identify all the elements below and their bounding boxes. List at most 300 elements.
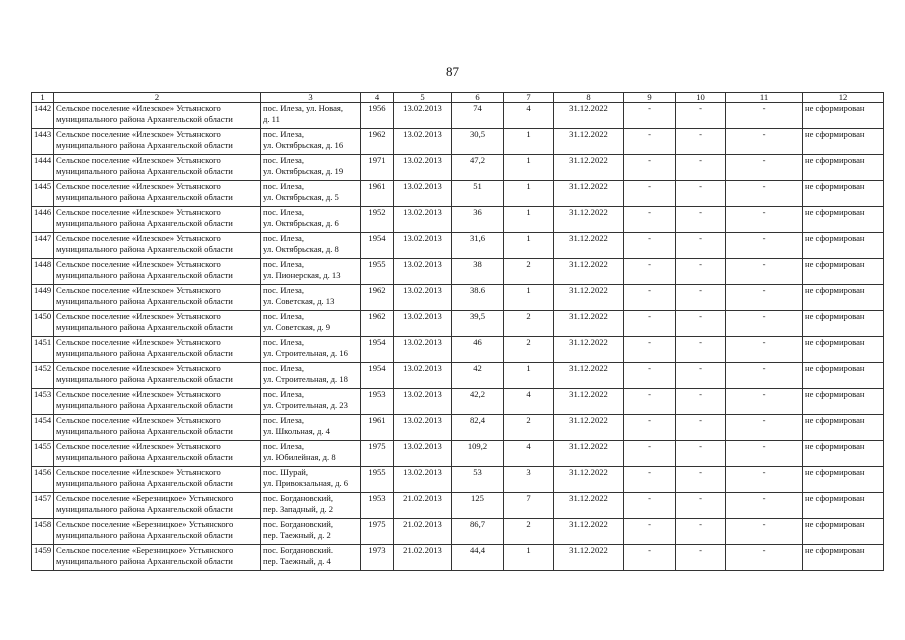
col10-cell: - [676, 181, 726, 207]
address-line: пос. Илеза, [263, 389, 304, 399]
municipality-line: муниципального района Архангельской области [56, 556, 233, 566]
status-cell: не сформирован [803, 441, 884, 467]
status-cell: не сформирован [803, 415, 884, 441]
status-cell: не сформирован [803, 285, 884, 311]
address-cell [261, 233, 361, 259]
col11-cell: - [726, 233, 803, 259]
municipality-line: муниципального района Архангельской области [56, 270, 233, 280]
deadline-cell: 31.12.2022 [554, 233, 624, 259]
column-number-row [32, 93, 884, 103]
year-cell: 1955 [361, 259, 394, 285]
table-row [32, 467, 884, 493]
date-cell: 13.02.2013 [394, 285, 452, 311]
col9-cell: - [624, 155, 676, 181]
deadline-cell: 31.12.2022 [554, 259, 624, 285]
year-cell: 1962 [361, 311, 394, 337]
area-cell: 42 [452, 363, 504, 389]
municipality-cell [54, 493, 261, 519]
municipality-cell [54, 103, 261, 129]
municipality-line: муниципального района Архангельской области [56, 218, 233, 228]
col10-cell: - [676, 103, 726, 129]
col9-cell: - [624, 519, 676, 545]
table-body [32, 103, 884, 571]
date-cell: 13.02.2013 [394, 155, 452, 181]
col11-cell: - [726, 311, 803, 337]
year-cell: 1961 [361, 181, 394, 207]
municipality-cell [54, 363, 261, 389]
address-line: ул. Юбилейная, д. 8 [263, 452, 336, 462]
municipality-line: Сельское поселение «Илезское» Устьянского [56, 389, 221, 399]
table-row [32, 285, 884, 311]
row-number-cell: 1453 [32, 389, 54, 415]
residents-cell: 4 [504, 389, 554, 415]
table-row [32, 389, 884, 415]
address-line: пос. Илеза, [263, 155, 304, 165]
year-cell: 1954 [361, 337, 394, 363]
column-header: 8 [554, 93, 624, 103]
col11-cell: - [726, 389, 803, 415]
address-cell [261, 311, 361, 337]
address-line: пос. Илеза, [263, 181, 304, 191]
residents-cell: 4 [504, 441, 554, 467]
municipality-line: муниципального района Архангельской области [56, 478, 233, 488]
municipality-cell [54, 415, 261, 441]
address-cell [261, 389, 361, 415]
residents-cell: 1 [504, 233, 554, 259]
deadline-cell: 31.12.2022 [554, 519, 624, 545]
col11-cell: - [726, 467, 803, 493]
area-cell: 109,2 [452, 441, 504, 467]
column-header: 6 [452, 93, 504, 103]
date-cell: 13.02.2013 [394, 467, 452, 493]
col11-cell: - [726, 181, 803, 207]
col9-cell: - [624, 493, 676, 519]
date-cell: 13.02.2013 [394, 129, 452, 155]
col9-cell: - [624, 389, 676, 415]
deadline-cell: 31.12.2022 [554, 493, 624, 519]
address-line: ул. Строительная, д. 23 [263, 400, 348, 410]
address-cell [261, 415, 361, 441]
area-cell: 31,6 [452, 233, 504, 259]
residents-cell: 2 [504, 415, 554, 441]
year-cell: 1955 [361, 467, 394, 493]
col11-cell: - [726, 207, 803, 233]
year-cell: 1962 [361, 129, 394, 155]
row-number-cell: 1444 [32, 155, 54, 181]
deadline-cell: 31.12.2022 [554, 155, 624, 181]
area-cell: 46 [452, 337, 504, 363]
col9-cell: - [624, 337, 676, 363]
year-cell: 1975 [361, 519, 394, 545]
col11-cell: - [726, 103, 803, 129]
year-cell: 1953 [361, 493, 394, 519]
municipality-line: муниципального района Архангельской области [56, 114, 233, 124]
table-row [32, 207, 884, 233]
row-number-cell: 1459 [32, 545, 54, 571]
municipality-cell [54, 207, 261, 233]
residents-cell: 1 [504, 129, 554, 155]
municipality-cell [54, 181, 261, 207]
address-line: ул. Строительная, д. 18 [263, 374, 348, 384]
date-cell: 13.02.2013 [394, 363, 452, 389]
date-cell: 13.02.2013 [394, 441, 452, 467]
status-cell: не сформирован [803, 233, 884, 259]
municipality-line: муниципального района Архангельской области [56, 530, 233, 540]
residents-cell: 2 [504, 259, 554, 285]
column-header: 12 [803, 93, 884, 103]
municipality-line: Сельское поселение «Илезское» Устьянского [56, 415, 221, 425]
area-cell: 53 [452, 467, 504, 493]
address-line: ул. Октябрьская, д. 8 [263, 244, 339, 254]
residents-cell: 1 [504, 181, 554, 207]
residents-cell: 2 [504, 311, 554, 337]
table-row [32, 493, 884, 519]
address-line: пос. Илеза, [263, 363, 304, 373]
address-line: пос. Богдановский, [263, 493, 333, 503]
municipality-cell [54, 233, 261, 259]
residents-cell: 1 [504, 545, 554, 571]
residents-cell: 4 [504, 103, 554, 129]
status-cell: не сформирован [803, 389, 884, 415]
address-line: пос. Илеза, [263, 259, 304, 269]
municipality-line: муниципального района Архангельской области [56, 322, 233, 332]
address-cell [261, 155, 361, 181]
row-number-cell: 1449 [32, 285, 54, 311]
date-cell: 13.02.2013 [394, 233, 452, 259]
table-row [32, 337, 884, 363]
col11-cell: - [726, 519, 803, 545]
address-line: пос. Илеза, [263, 415, 304, 425]
row-number-cell: 1455 [32, 441, 54, 467]
col10-cell: - [676, 233, 726, 259]
status-cell: не сформирован [803, 311, 884, 337]
municipality-line: Сельское поселение «Илезское» Устьянского [56, 129, 221, 139]
column-header: 1 [32, 93, 54, 103]
status-cell: не сформирован [803, 519, 884, 545]
row-number-cell: 1451 [32, 337, 54, 363]
status-cell: не сформирован [803, 129, 884, 155]
municipality-line: Сельское поселение «Илезское» Устьянского [56, 311, 221, 321]
status-cell: не сформирован [803, 337, 884, 363]
col9-cell: - [624, 207, 676, 233]
year-cell: 1953 [361, 389, 394, 415]
year-cell: 1956 [361, 103, 394, 129]
address-line: пос. Илеза, [263, 337, 304, 347]
address-line: ул. Школьная, д. 4 [263, 426, 330, 436]
date-cell: 13.02.2013 [394, 207, 452, 233]
col10-cell: - [676, 363, 726, 389]
registry-table [31, 92, 884, 571]
address-line: пос. Илеза, ул. Новая, [263, 103, 344, 113]
deadline-cell: 31.12.2022 [554, 415, 624, 441]
date-cell: 13.02.2013 [394, 389, 452, 415]
row-number-cell: 1442 [32, 103, 54, 129]
deadline-cell: 31.12.2022 [554, 181, 624, 207]
address-line: пер. Таежный, д. 2 [263, 530, 331, 540]
area-cell: 36 [452, 207, 504, 233]
deadline-cell: 31.12.2022 [554, 467, 624, 493]
table-row [32, 519, 884, 545]
col9-cell: - [624, 467, 676, 493]
deadline-cell: 31.12.2022 [554, 337, 624, 363]
col11-cell: - [726, 493, 803, 519]
col10-cell: - [676, 129, 726, 155]
municipality-cell [54, 467, 261, 493]
address-line: пос. Илеза, [263, 129, 304, 139]
row-number-cell: 1443 [32, 129, 54, 155]
col9-cell: - [624, 103, 676, 129]
col11-cell: - [726, 337, 803, 363]
date-cell: 13.02.2013 [394, 103, 452, 129]
municipality-cell [54, 545, 261, 571]
deadline-cell: 31.12.2022 [554, 207, 624, 233]
column-header: 9 [624, 93, 676, 103]
col10-cell: - [676, 415, 726, 441]
col9-cell: - [624, 545, 676, 571]
date-cell: 13.02.2013 [394, 181, 452, 207]
municipality-line: муниципального района Архангельской области [56, 400, 233, 410]
municipality-cell [54, 285, 261, 311]
col10-cell: - [676, 493, 726, 519]
year-cell: 1954 [361, 233, 394, 259]
table-row [32, 311, 884, 337]
col9-cell: - [624, 311, 676, 337]
address-line: пос. Илеза, [263, 441, 304, 451]
residents-cell: 7 [504, 493, 554, 519]
municipality-cell [54, 259, 261, 285]
address-line: ул. Октябрьская, д. 6 [263, 218, 339, 228]
column-header: 5 [394, 93, 452, 103]
row-number-cell: 1445 [32, 181, 54, 207]
municipality-cell [54, 337, 261, 363]
address-cell [261, 285, 361, 311]
row-number-cell: 1457 [32, 493, 54, 519]
address-cell [261, 467, 361, 493]
address-cell [261, 519, 361, 545]
address-cell [261, 337, 361, 363]
table-row [32, 129, 884, 155]
municipality-line: муниципального района Архангельской области [56, 374, 233, 384]
residents-cell: 1 [504, 363, 554, 389]
col11-cell: - [726, 285, 803, 311]
status-cell: не сформирован [803, 259, 884, 285]
status-cell: не сформирован [803, 467, 884, 493]
residents-cell: 3 [504, 467, 554, 493]
residents-cell: 2 [504, 519, 554, 545]
table-row [32, 441, 884, 467]
col10-cell: - [676, 389, 726, 415]
area-cell: 38 [452, 259, 504, 285]
address-line: ул. Привокзальная, д. 6 [263, 478, 349, 488]
row-number-cell: 1447 [32, 233, 54, 259]
address-cell [261, 363, 361, 389]
municipality-cell [54, 441, 261, 467]
col9-cell: - [624, 363, 676, 389]
municipality-line: муниципального района Архангельской области [56, 348, 233, 358]
area-cell: 38.6 [452, 285, 504, 311]
col10-cell: - [676, 519, 726, 545]
date-cell: 13.02.2013 [394, 337, 452, 363]
municipality-cell [54, 129, 261, 155]
column-header: 11 [726, 93, 803, 103]
row-number-cell: 1446 [32, 207, 54, 233]
year-cell: 1962 [361, 285, 394, 311]
status-cell: не сформирован [803, 207, 884, 233]
municipality-cell [54, 311, 261, 337]
date-cell: 13.02.2013 [394, 415, 452, 441]
row-number-cell: 1458 [32, 519, 54, 545]
area-cell: 42,2 [452, 389, 504, 415]
address-cell [261, 493, 361, 519]
table-row [32, 181, 884, 207]
col9-cell: - [624, 259, 676, 285]
address-line: пос. Илеза, [263, 207, 304, 217]
table-row [32, 545, 884, 571]
col10-cell: - [676, 337, 726, 363]
col9-cell: - [624, 415, 676, 441]
row-number-cell: 1448 [32, 259, 54, 285]
address-line: ул. Строительная, д. 16 [263, 348, 348, 358]
status-cell: не сформирован [803, 363, 884, 389]
column-header: 3 [261, 93, 361, 103]
col11-cell: - [726, 441, 803, 467]
col10-cell: - [676, 467, 726, 493]
col9-cell: - [624, 441, 676, 467]
address-line: ул. Октябрьская, д. 19 [263, 166, 344, 176]
address-line: пос. Илеза, [263, 311, 304, 321]
area-cell: 82,4 [452, 415, 504, 441]
col11-cell: - [726, 259, 803, 285]
address-line: пос. Шурай, [263, 467, 309, 477]
date-cell: 13.02.2013 [394, 311, 452, 337]
deadline-cell: 31.12.2022 [554, 103, 624, 129]
address-line: пос. Илеза, [263, 233, 304, 243]
status-cell: не сформирован [803, 545, 884, 571]
row-number-cell: 1450 [32, 311, 54, 337]
col9-cell: - [624, 233, 676, 259]
address-cell [261, 259, 361, 285]
deadline-cell: 31.12.2022 [554, 363, 624, 389]
address-line: ул. Октябрьская, д. 16 [263, 140, 344, 150]
col9-cell: - [624, 181, 676, 207]
year-cell: 1975 [361, 441, 394, 467]
address-line: ул. Октябрьская, д. 5 [263, 192, 339, 202]
address-line: пер. Западный, д. 2 [263, 504, 334, 514]
deadline-cell: 31.12.2022 [554, 389, 624, 415]
area-cell: 74 [452, 103, 504, 129]
col11-cell: - [726, 155, 803, 181]
residents-cell: 1 [504, 155, 554, 181]
table-row [32, 363, 884, 389]
column-header: 2 [54, 93, 261, 103]
row-number-cell: 1452 [32, 363, 54, 389]
municipality-line: муниципального района Архангельской области [56, 244, 233, 254]
municipality-line: Сельское поселение «Илезское» Устьянского [56, 441, 221, 451]
municipality-line: муниципального района Архангельской области [56, 426, 233, 436]
column-header: 7 [504, 93, 554, 103]
municipality-line: муниципального района Архангельской области [56, 452, 233, 462]
municipality-line: Сельское поселение «Илезское» Устьянского [56, 103, 221, 113]
status-cell: не сформирован [803, 155, 884, 181]
date-cell: 13.02.2013 [394, 259, 452, 285]
row-number-cell: 1456 [32, 467, 54, 493]
row-number-cell: 1454 [32, 415, 54, 441]
col10-cell: - [676, 545, 726, 571]
address-cell [261, 441, 361, 467]
address-cell [261, 207, 361, 233]
col10-cell: - [676, 285, 726, 311]
date-cell: 21.02.2013 [394, 545, 452, 571]
date-cell: 21.02.2013 [394, 519, 452, 545]
address-cell [261, 545, 361, 571]
date-cell: 21.02.2013 [394, 493, 452, 519]
col9-cell: - [624, 129, 676, 155]
municipality-line: Сельское поселение «Илезское» Устьянского [56, 285, 221, 295]
col11-cell: - [726, 415, 803, 441]
area-cell: 86,7 [452, 519, 504, 545]
status-cell: не сформирован [803, 493, 884, 519]
col9-cell: - [624, 285, 676, 311]
year-cell: 1971 [361, 155, 394, 181]
municipality-line: Сельское поселение «Илезское» Устьянского [56, 181, 221, 191]
address-line: ул. Советская, д. 9 [263, 322, 331, 332]
address-line: ул. Пионерская, д. 13 [263, 270, 341, 280]
col10-cell: - [676, 441, 726, 467]
table-row [32, 233, 884, 259]
column-header: 4 [361, 93, 394, 103]
residents-cell: 1 [504, 207, 554, 233]
col10-cell: - [676, 311, 726, 337]
area-cell: 44,4 [452, 545, 504, 571]
municipality-line: Сельское поселение «Илезское» Устьянского [56, 233, 221, 243]
municipality-line: Сельское поселение «Илезское» Устьянского [56, 363, 221, 373]
table-row [32, 415, 884, 441]
address-line: ул. Советская, д. 13 [263, 296, 335, 306]
col10-cell: - [676, 155, 726, 181]
municipality-line: Сельское поселение «Илезское» Устьянского [56, 207, 221, 217]
page-number: 87 [446, 64, 459, 79]
deadline-cell: 31.12.2022 [554, 441, 624, 467]
area-cell: 51 [452, 181, 504, 207]
col11-cell: - [726, 129, 803, 155]
municipality-line: муниципального района Архангельской области [56, 166, 233, 176]
address-cell [261, 103, 361, 129]
year-cell: 1973 [361, 545, 394, 571]
col10-cell: - [676, 207, 726, 233]
address-cell [261, 181, 361, 207]
deadline-cell: 31.12.2022 [554, 545, 624, 571]
municipality-line: Сельское поселение «Березницкое» Устьянского [56, 519, 234, 529]
col11-cell: - [726, 363, 803, 389]
municipality-line: Сельское поселение «Березницкое» Устьянского [56, 493, 234, 503]
table-row [32, 155, 884, 181]
municipality-line: муниципального района Архангельской области [56, 296, 233, 306]
municipality-line: Сельское поселение «Илезское» Устьянского [56, 155, 221, 165]
deadline-cell: 31.12.2022 [554, 285, 624, 311]
address-line: д. 11 [263, 114, 280, 124]
year-cell: 1954 [361, 363, 394, 389]
status-cell: не сформирован [803, 103, 884, 129]
municipality-line: муниципального района Архангельской области [56, 504, 233, 514]
address-line: пос. Богдановский, [263, 519, 333, 529]
col11-cell: - [726, 545, 803, 571]
col10-cell: - [676, 259, 726, 285]
municipality-cell [54, 519, 261, 545]
area-cell: 125 [452, 493, 504, 519]
address-line: пер. Таежный, д. 4 [263, 556, 331, 566]
municipality-line: муниципального района Архангельской области [56, 192, 233, 202]
year-cell: 1961 [361, 415, 394, 441]
